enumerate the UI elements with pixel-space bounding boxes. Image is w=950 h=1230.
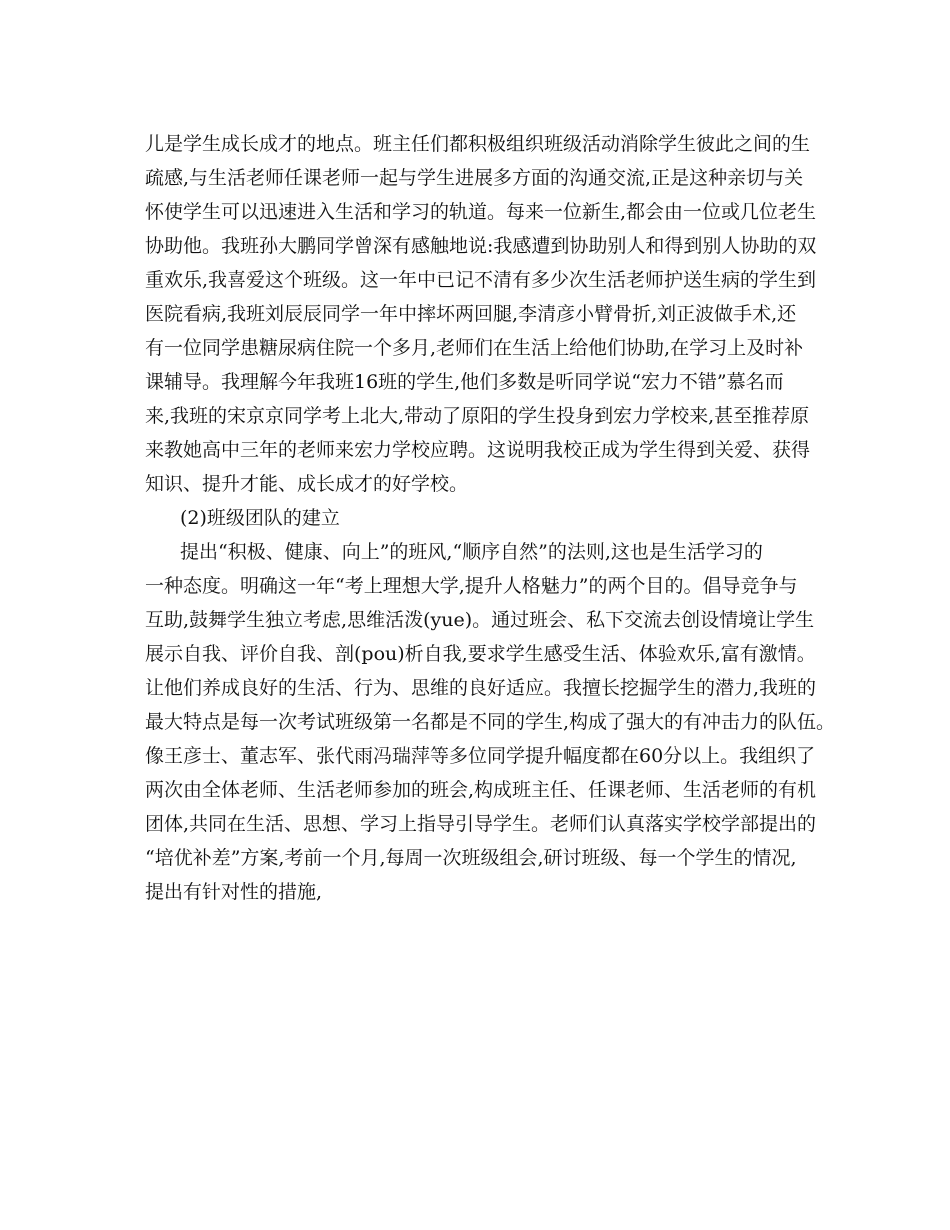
paragraph-line: 疏感,与生活老师任课老师一起与学生进展多方面的沟通交流,正是这种亲切与关: [145, 167, 804, 189]
paragraph-line: 来教她高中三年的老师来宏力学校应聘。这说明我校正成为学生得到关爱、获得: [145, 439, 811, 461]
paragraph-line: 重欢乐,我喜爱这个班级。这一年中已记不清有多少次生活老师护送生病的学生到: [145, 269, 817, 291]
section-heading: (2)班级团队的建立: [180, 507, 340, 529]
paragraph-line: 知识、提升才能、成长成才的好学校。: [145, 473, 469, 495]
paragraph-line: 像王彦士、董志军、张代雨冯瑞萍等多位同学提升幅度都在60分以上。我组织了: [145, 745, 816, 767]
paragraph-line: 互助,鼓舞学生独立考虑,思维活泼(yue)。通过班会、私下交流去创设情境让学生: [145, 609, 815, 631]
paragraph-line: 两次由全体老师、生活老师参加的班会,构成班主任、任课老师、生活老师的有机: [145, 779, 817, 801]
paragraph-line: 让他们养成良好的生活、行为、思维的良好适应。我擅长挖掘学生的潜力,我班的: [145, 677, 817, 699]
paragraph-line: 协助他。我班孙大鹏同学曾深有感触地说:我感遭到协助别人和得到别人协助的双: [145, 235, 817, 257]
paragraph-line: “培优补差”方案,考前一个月,每周一次班级组会,研讨班级、每一个学生的情况,: [145, 847, 797, 869]
paragraph-line: 儿是学生成长成才的地点。班主任们都积极组织班级活动消除学生彼此之间的生: [145, 133, 811, 155]
paragraph-line: 医院看病,我班刘辰辰同学一年中摔坏两回腿,李清彦小臂骨折,刘正波做手术,还: [145, 303, 797, 325]
paragraph-line: 团体,共同在生活、思想、学习上指导引导学生。老师们认真落实学校学部提出的: [145, 813, 817, 835]
paragraph-line: 课辅导。我理解今年我班16班的学生,他们多数是听同学说“宏力不错”慕名而: [145, 371, 784, 393]
paragraph-line: 展示自我、评价自我、剖(pou)析自我,要求学生感受生活、体验欢乐,富有激情。: [145, 643, 816, 665]
paragraph-line: 有一位同学患糖尿病住院一个多月,老师们在生活上给他们协助,在学习上及时补: [145, 337, 804, 359]
paragraph-line: 怀使学生可以迅速进入生活和学习的轨道。每来一位新生,都会由一位或几位老生: [145, 201, 817, 223]
paragraph-line: 提出有针对性的措施,: [145, 881, 323, 903]
paragraph-line: 一种态度。明确这一年“考上理想大学,提升人格魅力”的两个目的。倡导竞争与: [145, 575, 798, 597]
paragraph-line: 来,我班的宋京京同学考上北大,带动了原阳的学生投身到宏力学校来,甚至推荐原: [145, 405, 810, 427]
paragraph-line: 提出“积极、健康、向上”的班风,“顺序自然”的法则,这也是生活学习的: [180, 541, 763, 563]
paragraph-line: 最大特点是每一次考试班级第一名都是不同的学生,构成了强大的有冲击力的队伍。: [145, 711, 836, 733]
